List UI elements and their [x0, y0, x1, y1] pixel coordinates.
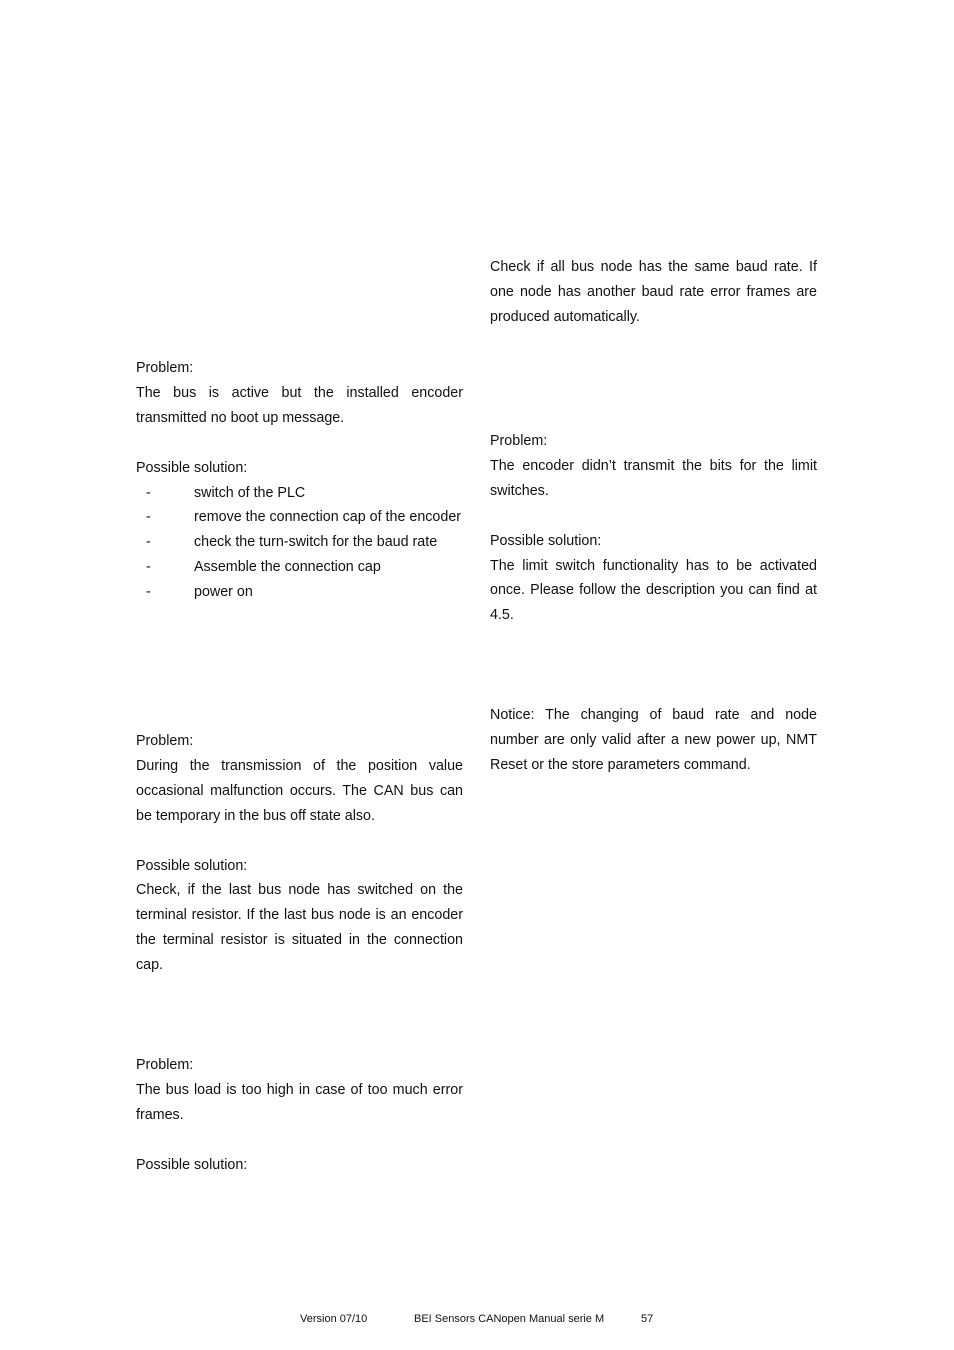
solution-text: The limit switch functionality has to be activated once. Please follow the description you can find at 4.5. [490, 557, 817, 624]
bullet-dash: - [146, 534, 151, 551]
list-item [136, 555, 463, 580]
solution-label: Possible solution: [136, 459, 248, 476]
solution-text: Check, if the last bus node has switched on the terminal resistor. If the last bus node is an encoder the terminal resistor is situated in the connection cap. [136, 882, 463, 974]
step-text: switch of the PLC [194, 484, 306, 501]
footer-version: Version 07/10 [300, 1313, 368, 1325]
list-item [136, 481, 463, 506]
problem-label: Problem: [136, 1057, 194, 1073]
list-item [136, 505, 463, 530]
step-text: remove the connection cap of the encoder [194, 509, 462, 526]
step-text: Assemble the connection cap [194, 559, 381, 576]
solution-label: Possible solution: [490, 532, 602, 549]
bullet-dash: - [146, 484, 151, 501]
bus-off-problem-section [136, 729, 463, 978]
list-item [136, 580, 463, 605]
problem-label: Problem: [136, 360, 194, 376]
solution-label: Possible solution: [136, 1156, 248, 1173]
notice-section [490, 703, 817, 778]
bus-load-problem-section [136, 1053, 463, 1178]
bullet-dash: - [146, 584, 151, 601]
problem-text: The encoder didn’t transmit the bits for the limit switches. [490, 457, 817, 499]
problem-label: Problem: [490, 433, 548, 449]
step-text: power on [194, 584, 253, 601]
solution-steps-list [136, 481, 463, 606]
page-number: 57 [641, 1313, 654, 1325]
problem-text: The bus is active but the installed encoder transmitted no boot up message. [136, 384, 463, 426]
list-item [136, 530, 463, 555]
baud-rate-check-text: Check if all bus node has the same baud rate. If one node has another baud rate error frames are produced automatically. [490, 259, 817, 325]
footer-title: BEI Sensors CANopen Manual serie M [414, 1313, 605, 1325]
step-text: check the turn-switch for the baud rate [194, 534, 438, 551]
boot-up-problem-section [136, 356, 463, 605]
bullet-dash: - [146, 509, 151, 526]
problem-label: Problem: [136, 733, 194, 749]
bullet-dash: - [146, 559, 151, 576]
limit-switch-problem-section [490, 429, 817, 628]
baud-rate-check-section [490, 255, 817, 330]
problem-text: During the transmission of the position value occasional malfunction occurs. The CAN bus can be temporary in the bus off state also. [136, 757, 463, 824]
problem-text: The bus load is too high in case of too much error frames. [136, 1081, 463, 1123]
solution-label: Possible solution: [136, 857, 248, 874]
notice-text: Notice: The changing of baud rate and node number are only valid after a new power up, NMT Reset or the store parameters command. [490, 707, 817, 773]
